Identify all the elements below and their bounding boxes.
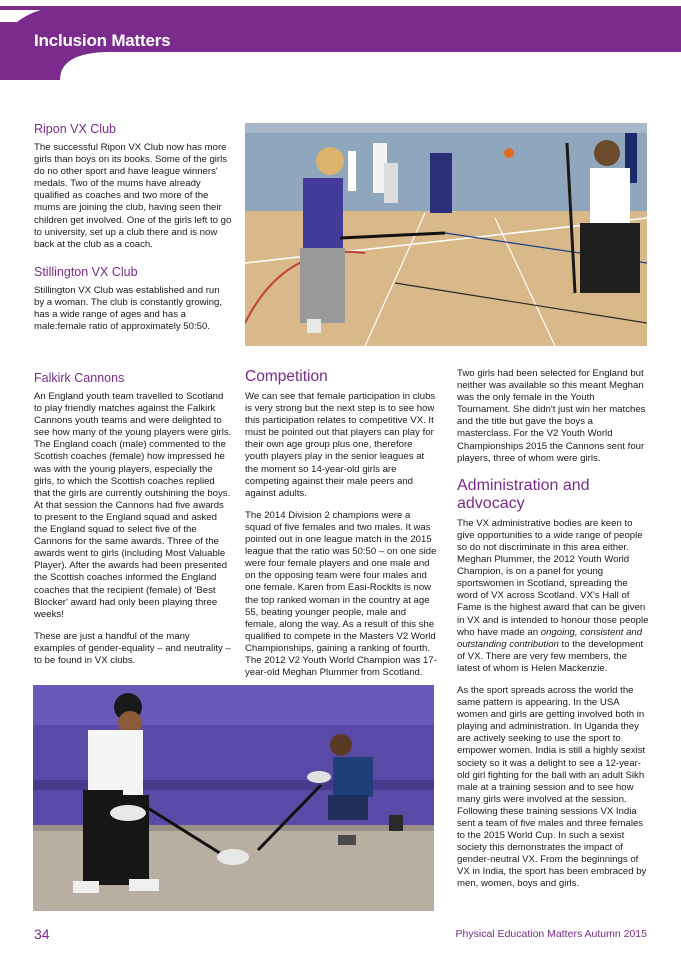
competition-heading: Competition [245,368,328,385]
admin-p1-start: The VX administrative bodies are keen to give opportunities to a wide range of people so do not discriminate in this area either. Meghan Plummer, the 2012 Youth World Champion, is on a panel for young sportswomen in Scotland, spreading the word of VX across Scotland. VX's Hall of Fame is the highest award that can be given in VX and is intended to honour those people who have made an [457,517,649,638]
competition-p2: The 2014 Division 2 champions were a squad of five females and two males. It was pointed out in one league match in the 2015 league that the ratio was 50:50 – on one side were four female players and one male and on the opposing team were four males and one female. Karen from Easi-Rocklts is now the top ranked woman in the country at age 55, beating younger people, male and female, along the way. As a result of this she qualified to compete in the Masters V2 World Championships, gaining a ranking of fourth. The 2012 V2 Youth World Champion was 17-year-old Meghan Plummer from Scotland. [245,509,437,679]
column-1-lower [34,371,232,677]
column-1 [34,122,232,343]
page-header [0,0,681,80]
admin-p1-end: to the development of VX. There are very few members, the latest of whom is Helen Mackenzie. [457,638,644,674]
section-title: Inclusion Matters [34,31,171,50]
stillington-text: Stillington VX Club was established and run by a woman. The club is constantly growing, has a wide range of ages and has a male:female ratio of approximately 50:50. [34,284,223,333]
page-number: 34 [34,926,50,942]
col3-intro: Two girls had been selected for England but neither was available so this meant Meghan was the only female in the Youth Tournament. She didn't just win her matches and the title but gave the boys a masterclass. For the V2 Youth World Championships 2015 the Cannons sent four players, three of whom were girls. [457,368,646,464]
stillington-heading: Stillington VX Club [34,264,138,279]
falkirk-summary: These are just a handful of the many examples of gender-equality – and neutrality – to be found in VX clubs. [34,630,231,666]
falkirk-heading: Falkirk Cannons [34,371,125,385]
column-2 [245,368,437,689]
admin-p2: As the sport spreads across the world the same pattern is appearing. In the USA women and girls are getting involved both in playing and administration. In Uganda they are actively seeking to use the sport to empower women. India is still a highly sexist society so it was a delight to see a 12-year-old girl fighting for the ball with an adult Sikh male at a training session and to see how many girls were involved at the session. Following these training sessions VX India sent a team of five males and three females to the 2015 World Cup. In such a sexist society this demonstrates the impact of gender-neutral VX. From the beginnings of VX in India, the sport has been embraced by men, women, boys and girls. [457,684,647,890]
column-3 [457,368,649,901]
admin-p1 [457,518,649,675]
falkirk-text: An England youth team travelled to Scotland to play friendly matches against the Falkirk Cannons youth teams and were delighted to see how many of the young players were girls. The England coach (male) commented to the Scottish coaches (female) how impressed he was with the young players, especially the girls, to which the Scottish coaches replied that the girls are currently outshining the boys. At that session the Cannons had five awards to present to the England squad and asked the England squad to select five of the Cannons for the same awards. Three of the awards went to girls (including Most Valuable Player). After the awards had been presented the Scottish coaches informed the England coaches that the recipient (female) of 'Best Blocker' award had only been playing three weeks! [34,391,232,620]
admin-p1-emphasis: ongoing, consistent and outstanding contribution [457,626,643,650]
competition-p1: We can see that female participation in clubs is very strong but the next step is to see how this participation relates to competitive VX. It must be pointed out that players can play for their own age group plus one, therefore youth players play in the senior leagues at the moment so 14-year-old girls are competing against their male peers and against adults. [245,391,436,499]
ripon-text: The successful Ripon VX Club now has more girls than boys on its books. Some of the girls do no other sport and have league winners' medals. Two of the mums have already qualified as coaches and two more of the mums are joining the club, having seen their children get involved. One of the girls left to go to university, set up a club there and is now back at the club as a coach. [34,142,232,250]
publication-name: Physical Education Matters Autumn 2015 [455,928,647,940]
ripon-heading: Ripon VX Club [34,122,116,136]
admin-heading: Administration and advocacy [457,476,590,512]
photo-sports-hall [245,123,647,346]
photo-training-session [33,685,434,911]
